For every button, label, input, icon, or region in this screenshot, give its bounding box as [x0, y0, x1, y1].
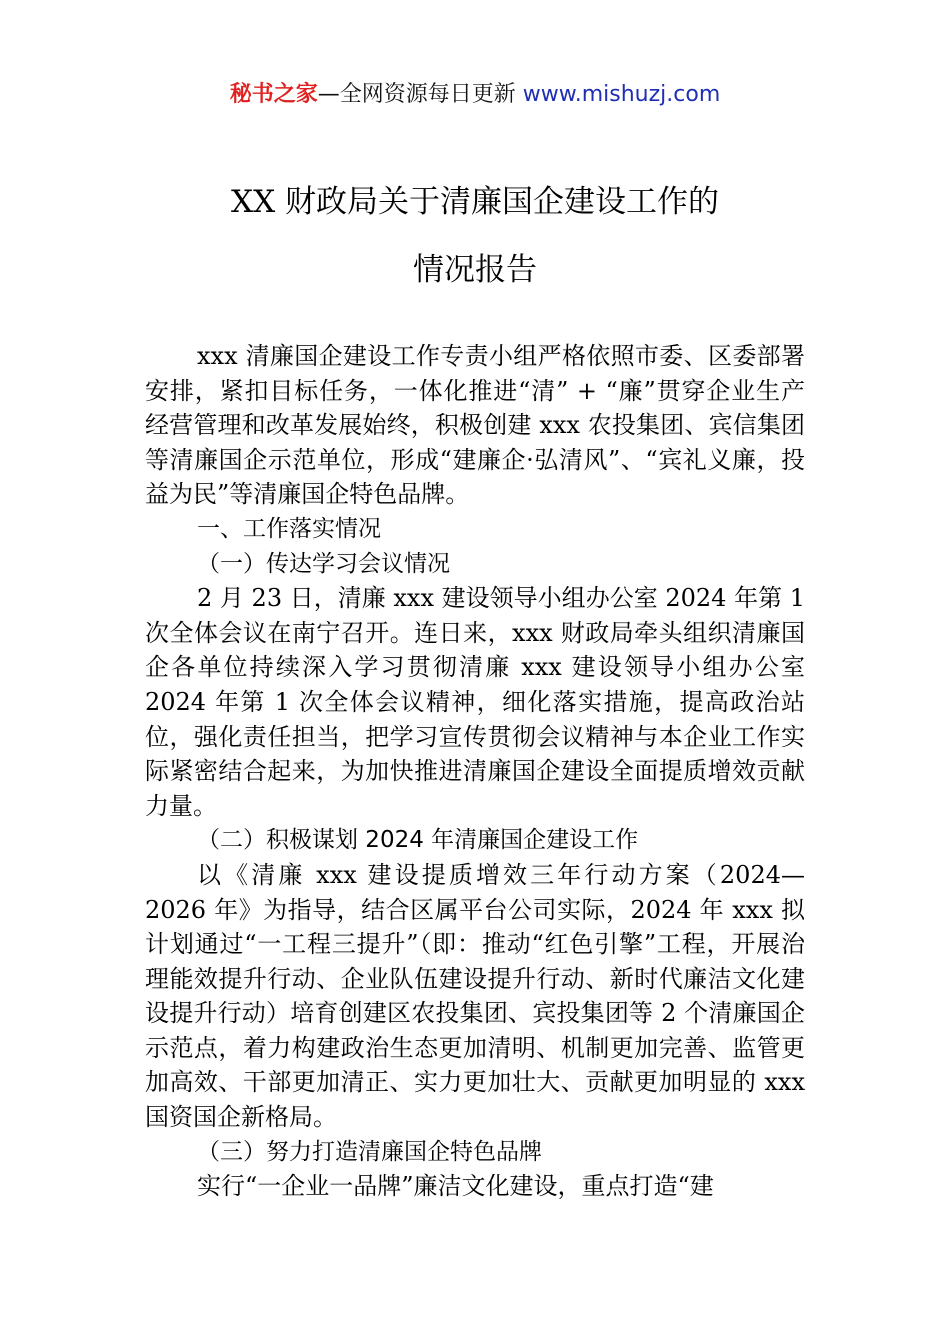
- site-banner: [0, 78, 950, 112]
- subsection-heading-3: （三）努力打造清廉国企特色品牌: [197, 1138, 542, 1165]
- site-tagline: —全网资源每日更新: [317, 82, 516, 107]
- subsection-heading-2: （二）积极谋划 2024 年清廉国企建设工作: [197, 827, 639, 854]
- section-heading-1: 一、工作落实情况: [197, 515, 381, 542]
- intro-paragraph: xxx 清廉国企建设工作专责小组严格依照市委、区委部署安排，紧扣目标任务，一体化推进“清” + “廉”贯穿企业生产经营管理和改革发展始终，积极创建 xxx 农投集团、宾信集团等清廉国企示范单位，形成“建廉企·弘清风”、“宾礼义廉，投益为民”等清廉国企特色品牌。: [145, 342, 805, 509]
- site-brand: 秘书之家: [229, 82, 318, 107]
- body-paragraph-2: 以《清廉 xxx 建设提质增效三年行动方案（2024—2026 年》为指导，结合区属平台公司实际，2024 年 xxx 拟计划通过“一工程三提升”（即：推动“红色引擎”工程，开展治理能效提升行动、企业队伍建设提升行动、新时代廉洁文化建设提升行动）培育创建区农投集团、宾投集团等 2 个清廉国企示范点，着力构建政治生态更加清明、机制更加完善、监管更加高效、干部更加清正、实力更加壮大、贡献更加明显的 xxx 国资国企新格局。: [145, 860, 805, 1132]
- site-url-link[interactable]: www.mishuzj.com: [522, 82, 721, 107]
- subsection-heading-1: （一）传达学习会议情况: [197, 550, 450, 577]
- document-title-line-1: XX 财政局关于清廉国企建设工作的: [231, 184, 719, 220]
- document-body: [145, 339, 805, 1204]
- document-title-line-2: 情况报告: [413, 252, 537, 288]
- body-paragraph-1: 2 月 23 日，清廉 xxx 建设领导小组办公室 2024 年第 1 次全体会议在南宁召开。连日来，xxx 财政局牵头组织清廉国企各单位持续深入学习贯彻清廉 xxx 建设领导小组办公室 2024 年第 1 次全体会议精神，细化落实措施，提高政治站位，强化责任担当，把学习宣传贯彻会议精神与本企业工作实际紧密结合起来，为加快推进清廉国企建设全面提质增效贡献力量。: [145, 584, 805, 820]
- body-paragraph-3: 实行“一企业一品牌”廉洁文化建设，重点打造“建: [197, 1172, 714, 1201]
